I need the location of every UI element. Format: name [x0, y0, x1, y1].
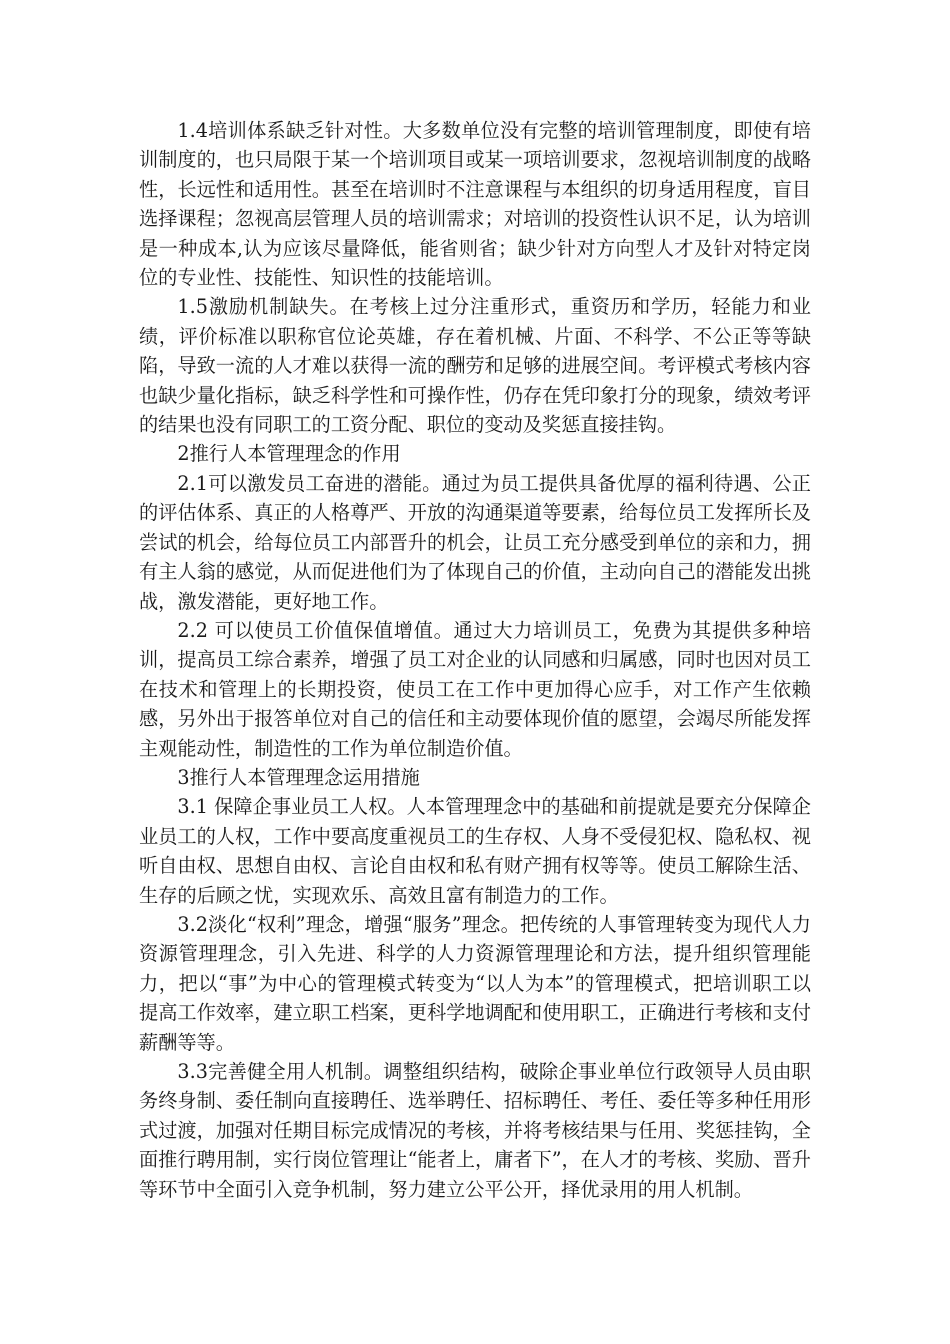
- paragraph-3-3-employment-mechanism: 3.3完善健全用人机制。调整组织结构，破除企事业单位行政领导人员由职务终身制、委任制向直接聘任、选举聘任、招标聘任、考任、委任等多种任用形式过渡，加强对任期目标完成情况的考核，并将考核结果与任用、奖惩挂钩，全面推行聘用制，实行岗位管理让“能者上，庸者下”，在人才的考核、奖励、晋升等环节中全面引入竞争机制，努力建立公平公开，择优录用的用人机制。: [139, 1060, 811, 1201]
- paragraph-3-2-service-concept: 3.2淡化“权利”理念，增强“服务”理念。把传统的人事管理转变为现代人力资源管理理念，引入先进、科学的人力资源管理理论和方法，提升组织管理能力，把以“事”为中心的管理模式转变为“以人为本”的管理模式，把培训职工以提高工作效率，建立职工档案，更科学地调配和使用职工，正确进行考核和支付薪酬等等。: [139, 912, 811, 1054]
- section-heading-3: 3推行人本管理理念运用措施: [177, 765, 420, 789]
- paragraph-1-5-incentive-mechanism: 1.5激励机制缺失。在考核上过分注重形式，重资历和学历，轻能力和业绩，评价标准以职称官位论英雄，存在着机械、片面、不科学、不公正等等缺陷，导致一流的人才难以获得一流的酬劳和足够的进展空间。考评模式考核内容也缺少量化指标，缺乏科学性和可操作性，仍存在凭印象打分的现象，绩效考评的结果也没有同职工的工资分配、职位的变动及奖惩直接挂钩。: [139, 295, 811, 437]
- document-body: [139, 116, 811, 1204]
- paragraph-2-1-stimulate-potential: 2.1可以激发员工奋进的潜能。通过为员工提供具备优厚的福利待遇、公正的评估体系、真正的人格尊严、开放的沟通渠道等要素，给每位员工发挥所长及尝试的机会，给每位员工内部晋升的机会，让员工充分感受到单位的亲和力，拥有主人翁的感觉，从而促进他们为了体现自己的价值，主动向自己的潜能发出挑战，激发潜能，更好地工作。: [139, 471, 811, 613]
- paragraph-3-1-human-rights: 3.1 保障企事业员工人权。人本管理理念中的基础和前提就是要充分保障企业员工的人权，工作中要高度重视员工的生存权、人身不受侵犯权、隐私权、视听自由权、思想自由权、言论自由权和私有财产拥有权等等。使员工解除生活、生存的后顾之忧，实现欢乐、高效且富有制造力的工作。: [139, 795, 811, 907]
- paragraph-2-2-employee-value: 2.2 可以使员工价值保值增值。通过大力培训员工，免费为其提供多种培训，提高员工综合素养，增强了员工对企业的认同感和归属感，同时也因对员工在技术和管理上的长期投资，使员工在工作中更加得心应手，对工作产生依赖感，另外出于报答单位对自己的信任和主动要体现价值的愿望，会竭尽所能发挥主观能动性，制造性的工作为单位制造价值。: [139, 618, 811, 760]
- section-heading-2: 2推行人本管理理念的作用: [177, 442, 401, 466]
- paragraph-1-4-training-system: 1.4培训体系缺乏针对性。大多数单位没有完整的培训管理制度，即使有培训制度的，也只局限于某一个培训项目或某一项培训要求，忽视培训制度的战略性，长远性和适用性。甚至在培训时不注意课程与本组织的切身适用程度，盲目选择课程；忽视高层管理人员的培训需求；对培训的投资性认识不足，认为培训是一种成本,认为应该尽量降低，能省则省；缺少针对方向型人才及针对特定岗位的专业性、技能性、知识性的技能培训。: [139, 119, 811, 290]
